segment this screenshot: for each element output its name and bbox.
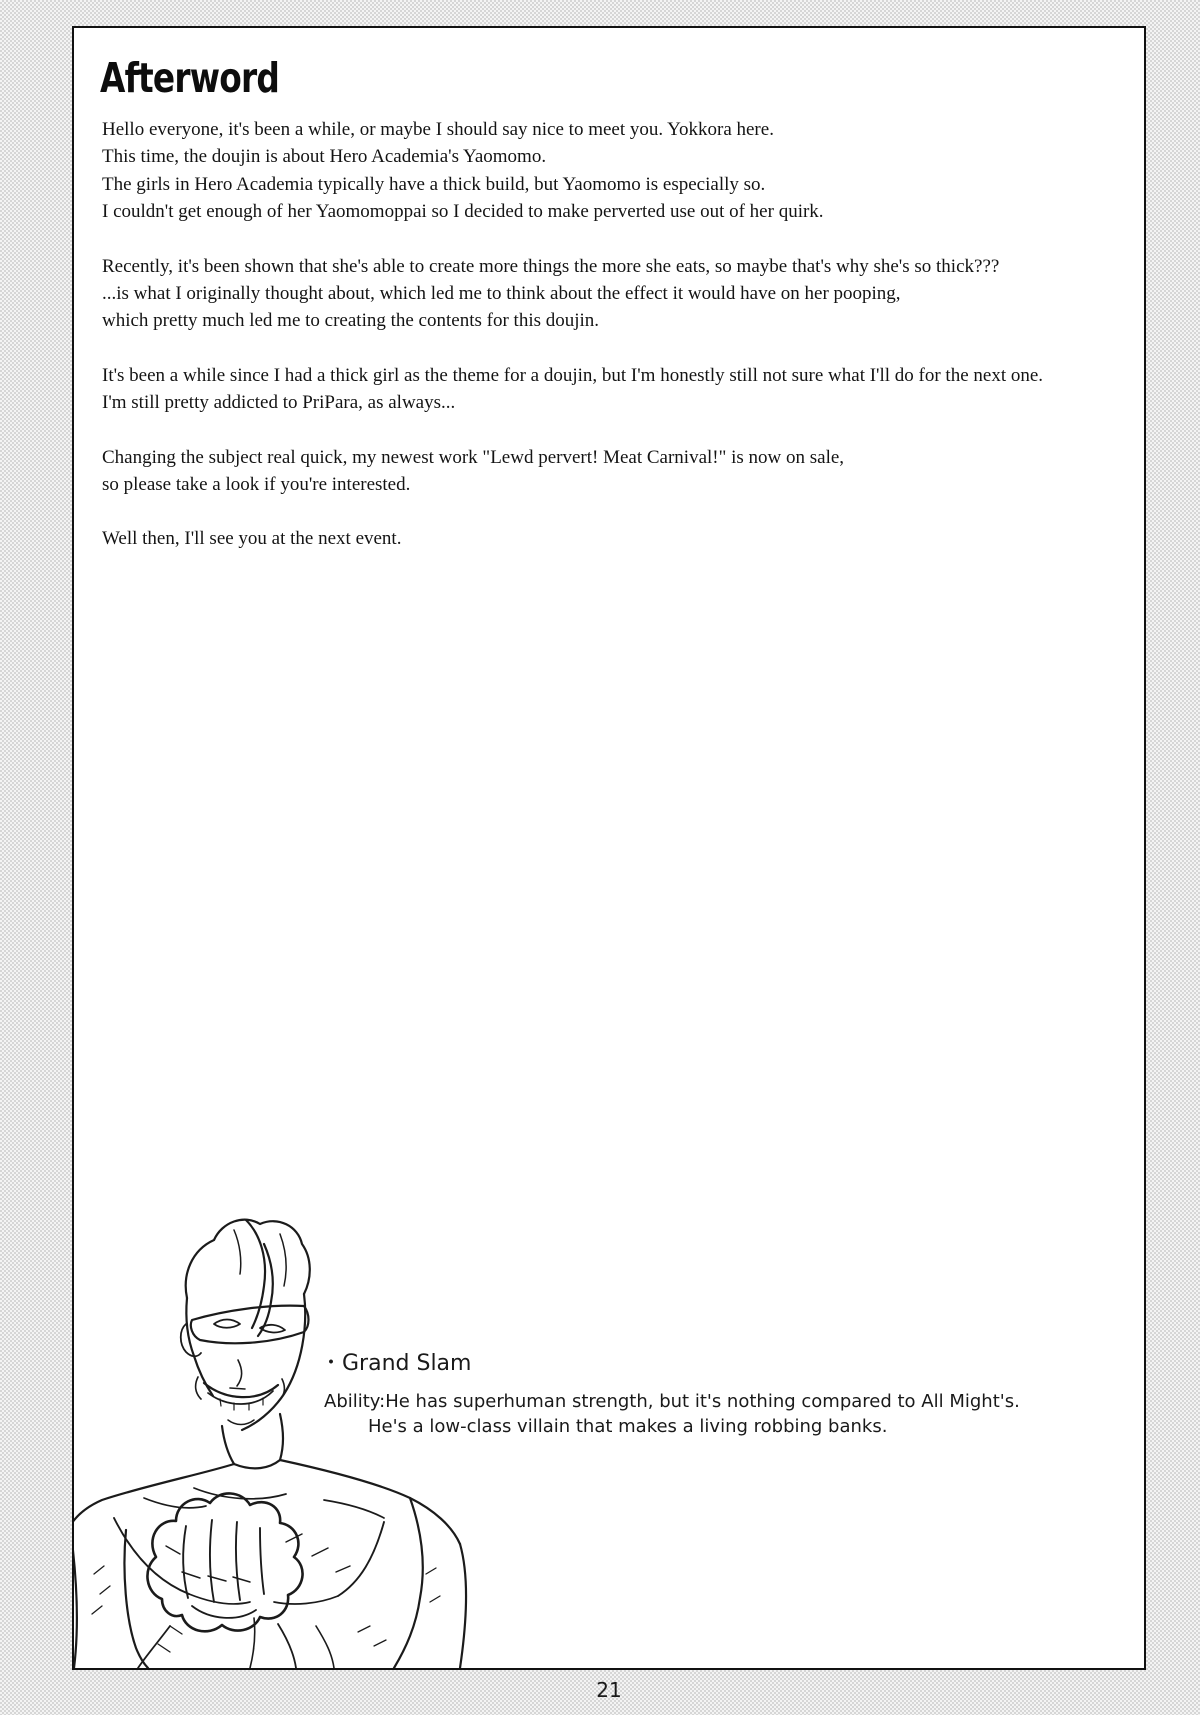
- afterword-body: [102, 116, 1132, 553]
- paragraph: [102, 525, 1132, 552]
- text-line: so please take a look if you're interested.: [102, 474, 411, 496]
- text-line: It's been a while since I had a thick girl as the theme for a doujin, but I'm honestly still not sure what I'll do for the next one.: [102, 364, 1044, 386]
- page-title: Afterword: [100, 54, 280, 102]
- character-name-label: ・Grand Slam: [320, 1351, 472, 1376]
- paragraph: [102, 444, 1132, 499]
- text-line: Recently, it's been shown that she's able to create more things the more she eats, so maybe that's why she's so thick???: [102, 255, 1000, 277]
- paragraph: [102, 362, 1132, 417]
- character-ability-text: [324, 1390, 1020, 1439]
- page-number: 21: [596, 1678, 622, 1702]
- text-line: Changing the subject real quick, my newest work "Lewd pervert! Meat Carnival!" is now on sale,: [102, 446, 845, 468]
- text-line: ...is what I originally thought about, which led me to think about the effect it would have on her pooping,: [102, 283, 901, 305]
- ability-line-2: He's a low-class villain that makes a living robbing banks.: [368, 1415, 888, 1437]
- paragraph: [102, 116, 1132, 226]
- paragraph: [102, 253, 1132, 335]
- text-line: I couldn't get enough of her Yaomomoppai so I decided to make perverted use out of her quirk.: [102, 201, 824, 223]
- text-line: I'm still pretty addicted to PriPara, as always...: [102, 392, 456, 414]
- text-line: The girls in Hero Academia typically have a thick build, but Yaomomo is especially so.: [102, 173, 766, 195]
- text-line: Well then, I'll see you at the next event.: [102, 528, 402, 550]
- text-line: This time, the doujin is about Hero Academia's Yaomomo.: [102, 146, 547, 168]
- text-line: Hello everyone, it's been a while, or maybe I should say nice to meet you. Yokkora here.: [102, 119, 774, 140]
- ability-line-1: Ability:He has superhuman strength, but it's nothing compared to All Might's.: [324, 1391, 1020, 1412]
- page: [72, 26, 1146, 1670]
- text-line: which pretty much led me to creating the contents for this doujin.: [102, 310, 600, 332]
